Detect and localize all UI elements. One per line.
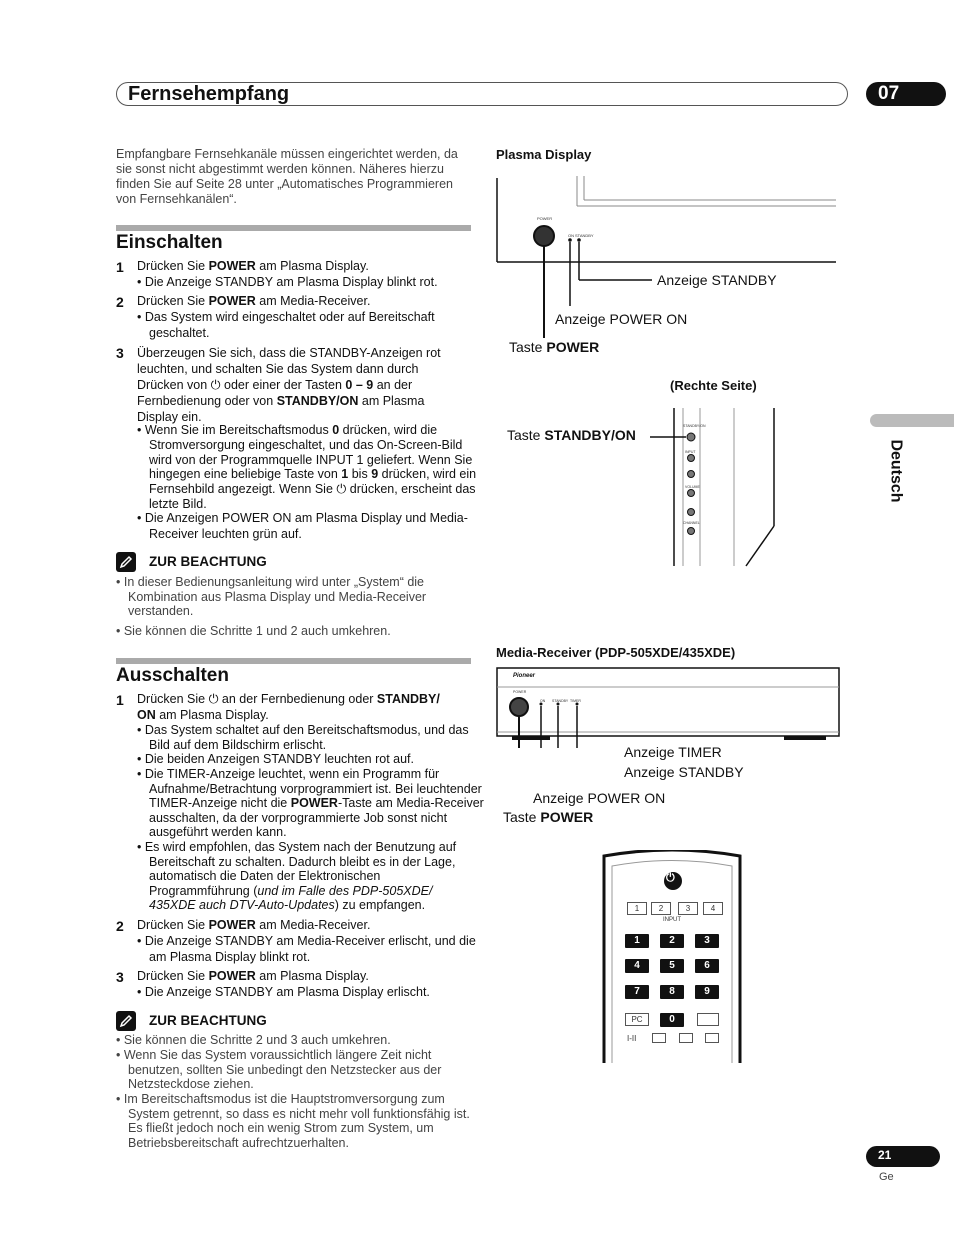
step-bullet: • Die beiden Anzeigen STANDBY leuchten rot auf. bbox=[137, 752, 414, 766]
power-symbol-icon: ⏻ bbox=[336, 482, 347, 497]
step-bullet: • Die Anzeigen POWER ON am Plasma Display und Media-Receiver leuchten grün auf. bbox=[137, 511, 468, 541]
label-anzeige-standby: Anzeige STANDBY bbox=[657, 272, 777, 288]
receiver-small-label: ON bbox=[540, 699, 546, 703]
language-side-label: Deutsch bbox=[887, 439, 905, 503]
remote-number-key: 5 bbox=[660, 959, 684, 973]
step-number: 1 bbox=[116, 259, 124, 275]
step-bullet: • Die Anzeige STANDBY am Media-Receiver erlischt, und die am Plasma Display blinkt rot. bbox=[137, 934, 476, 964]
step-number: 2 bbox=[116, 294, 124, 310]
step-bullet: • Wenn Sie im Bereitschaftsmodus 0 drücken, wird die Stromversorgung eingeschaltet, und das On-Screen-Bild wird von der Programmquelle INPUT 1 geliefert. Wenn Sie hingegen eine beliebige Taste von 1 bis 9 drücken, wird ein Fernsehbild angezeigt. Wenn Sie ⏻ drücken, erscheint das letzte Bild. bbox=[137, 423, 477, 511]
note-item: • In dieser Bedienungsanleitung wird unter „System“ die Kombination aus Plasma Display und Media-Receiver verstanden. bbox=[116, 575, 427, 618]
chapter-number: 07 bbox=[878, 83, 900, 104]
section-title-einschalten: Einschalten bbox=[116, 232, 223, 253]
note-item: • Im Bereitschaftsmodus ist die Hauptstromversorgung zum System getrennt, so dass es nicht mehr voll funktionsfähig ist. Es fließt jedoch noch ein wenig Strom zum System, um Betriebsbereitschaft aufrechtzuerhalten. bbox=[116, 1092, 470, 1150]
step-number: 1 bbox=[116, 692, 124, 708]
label-taste-power-receiver: Taste POWER bbox=[503, 809, 594, 825]
remote-number-key: 0 bbox=[660, 1013, 684, 1027]
step-bullet: • Das System schaltet auf den Bereitschaftsmodus, und das Bild auf dem Bildschirm erlischt. bbox=[137, 723, 469, 752]
receiver-small-label: POWER bbox=[513, 690, 527, 694]
step-text: Drücken Sie POWER am Media-Receiver. bbox=[137, 918, 371, 932]
step-text: Drücken Sie ⏻ an der Fernbedienung oder STANDBY/ ON am Plasma Display. bbox=[137, 692, 440, 722]
step-number: 3 bbox=[116, 345, 124, 361]
intro-text: Empfangbare Fernsehkanäle müssen eingerichtet werden, da sie sonst nicht abgestimmt werden können. Näheres hierzu finden Sie auf Seite 28 unter „Automatisches Programmieren von Fernsehkanälen“. bbox=[116, 147, 458, 206]
remote-input-key: 2 bbox=[651, 902, 671, 915]
step-text: Drücken Sie POWER am Plasma Display. bbox=[137, 259, 369, 273]
side-label-input: INPUT bbox=[685, 450, 696, 454]
power-symbol-icon: ⏻ bbox=[210, 378, 221, 392]
remote-func-key bbox=[705, 1033, 719, 1043]
step-text: Überzeugen Sie sich, dass die STANDBY-Anzeigen rot leuchten, und schalten Sie das System dann durch Drücken von ⏻ oder einer der Tasten 0 – 9 an der Fernbedienung oder von STANDBY/ON am Plasma Display ein. bbox=[137, 346, 441, 424]
step-text: Drücken Sie POWER am Plasma Display. bbox=[137, 969, 369, 983]
page-title: Fernsehempfang bbox=[128, 83, 290, 105]
plasma-on-small-label: ON bbox=[568, 233, 574, 238]
language-side-tab bbox=[870, 414, 954, 427]
label-anzeige-standby-receiver: Anzeige STANDBY bbox=[624, 764, 744, 780]
remote-func-key bbox=[652, 1033, 666, 1043]
page-language-code: Ge bbox=[879, 1171, 894, 1183]
plasma-power-small-label: POWER bbox=[537, 216, 553, 221]
label-anzeige-timer: Anzeige TIMER bbox=[624, 744, 722, 760]
media-receiver-diagram bbox=[494, 666, 842, 748]
step-number: 3 bbox=[116, 969, 124, 985]
side-label-channel: CHANNEL bbox=[683, 521, 700, 525]
remote-number-key: 4 bbox=[625, 959, 649, 973]
note-item: • Wenn Sie das System voraussichtlich längere Zeit nicht benutzen, sollten Sie unbedingt den Netzstecker aus der Netzsteckdose ziehen. bbox=[116, 1048, 442, 1092]
remote-pc-key: PC bbox=[625, 1013, 649, 1026]
label-taste-standby-on: Taste STANDBY/ON bbox=[507, 427, 636, 443]
remote-number-key: 9 bbox=[695, 985, 719, 999]
side-label-standby-on: STANDBY/ON bbox=[683, 424, 706, 428]
note-heading: ZUR BEACHTUNG bbox=[149, 1013, 267, 1028]
receiver-small-label: STANDBY bbox=[552, 699, 569, 703]
remote-number-key: 7 bbox=[625, 985, 649, 999]
plasma-caption: Plasma Display bbox=[496, 147, 592, 162]
remote-screen-key bbox=[697, 1013, 719, 1026]
page-number: 21 bbox=[878, 1148, 892, 1162]
remote-power-icon: ⏻ bbox=[666, 872, 675, 884]
remote-func-key bbox=[679, 1033, 693, 1043]
label-taste-power: Taste POWER bbox=[509, 339, 600, 355]
step-number: 2 bbox=[116, 918, 124, 934]
note-item: • Sie können die Schritte 2 und 3 auch umkehren. bbox=[116, 1033, 391, 1047]
label-anzeige-power-on: Anzeige POWER ON bbox=[555, 311, 688, 327]
step-bullet: • Die TIMER-Anzeige leuchtet, wenn ein Programm für Aufnahme/Betrachtung vorprogrammiert ist. Bei leuchtender TIMER-Anzeige nicht die POWER-Taste am Media-Receiver ausschalten, da der vorprogrammierte Job sonst nicht ausgeführt werden kann. bbox=[137, 767, 484, 839]
plasma-standby-small-label: STANDBY bbox=[575, 233, 594, 238]
receiver-caption: Media-Receiver (PDP-505XDE/435XDE) bbox=[496, 645, 736, 660]
right-side-caption: (Rechte Seite) bbox=[670, 378, 757, 393]
remote-input-label: INPUT bbox=[663, 917, 681, 923]
section-title-ausschalten: Ausschalten bbox=[116, 665, 229, 686]
power-symbol-icon: ⏻ bbox=[208, 692, 219, 706]
remote-number-key: 3 bbox=[695, 934, 719, 948]
pioneer-logo: Pioneer bbox=[513, 673, 536, 679]
step-bullet: • Es wird empfohlen, das System nach der Benutzung auf Bereitschaft zu schalten. Dadurch bleibt es in der Lage, automatisch die Daten der Elektronischen Programmführung (und im Falle des PDP-505XDE/ 435XDE auch DTV-Auto-Updates) zu empfangen. bbox=[137, 840, 457, 912]
remote-number-key: 1 bbox=[625, 934, 649, 948]
remote-number-key: 8 bbox=[660, 985, 684, 999]
note-pencil-icon bbox=[116, 1011, 136, 1031]
label-anzeige-power-on-receiver: Anzeige POWER ON bbox=[533, 790, 666, 806]
side-label-volume: VOLUME bbox=[685, 485, 700, 489]
note-pencil-icon bbox=[116, 552, 136, 572]
remote-audio-key: I-II bbox=[627, 1034, 637, 1043]
section-bar-ausschalten bbox=[116, 658, 471, 664]
plasma-side-diagram bbox=[650, 400, 790, 570]
remote-input-key: 4 bbox=[703, 902, 723, 915]
step-bullet: • Die Anzeige STANDBY am Plasma Display blinkt rot. bbox=[137, 275, 438, 289]
step-bullet: • Die Anzeige STANDBY am Plasma Display erlischt. bbox=[137, 985, 430, 999]
remote-input-key: 3 bbox=[678, 902, 698, 915]
receiver-small-label: TIMER bbox=[570, 699, 581, 703]
step-text: Drücken Sie POWER am Media-Receiver. bbox=[137, 294, 371, 308]
remote-number-key: 6 bbox=[695, 959, 719, 973]
note-heading: ZUR BEACHTUNG bbox=[149, 554, 267, 569]
section-bar-einschalten bbox=[116, 225, 471, 231]
remote-number-key: 2 bbox=[660, 934, 684, 948]
note-item: • Sie können die Schritte 1 und 2 auch umkehren. bbox=[116, 624, 391, 638]
step-bullet: • Das System wird eingeschaltet oder auf Bereitschaft geschaltet. bbox=[137, 310, 435, 340]
remote-input-key: 1 bbox=[627, 902, 647, 915]
